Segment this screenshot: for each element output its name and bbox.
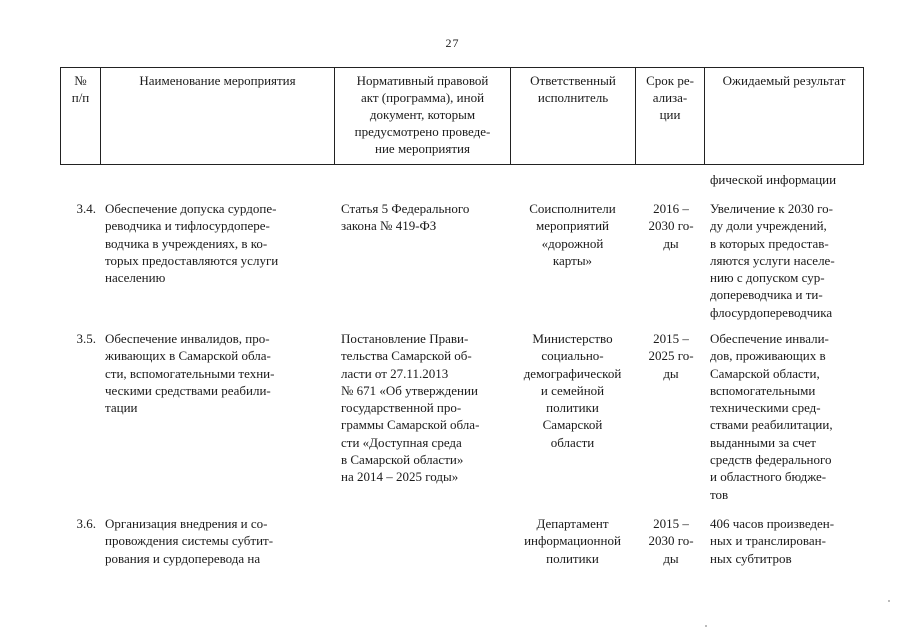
cell-line: сти, вспомогательными техни-: [105, 365, 275, 381]
cell-line: водчика в учреждениях, в ко-: [105, 235, 268, 251]
expected-result: [710, 200, 862, 321]
row-number: 3.4.: [76, 201, 96, 216]
cell-line: реводчика и тифлосурдопере-: [105, 218, 270, 234]
cell-line: Самарской области,: [710, 365, 820, 381]
term: [640, 515, 702, 567]
cell-line: ных субтитров: [710, 550, 792, 566]
cell-line: 2015 –: [653, 516, 689, 531]
cell-line: 2030 го-: [648, 218, 694, 234]
executor: [510, 200, 635, 269]
cell-line: в Самарской области»: [341, 452, 464, 468]
cell-line: 2025 го-: [648, 348, 694, 364]
cell-line: рования и сурдоперевода на: [105, 550, 261, 566]
cell-line: и областного бюдже-: [710, 469, 827, 485]
cell-line: ды: [663, 235, 679, 251]
expected-result: [710, 515, 862, 567]
cell-line: сти «Доступная среда: [341, 434, 462, 450]
cell-line: области: [550, 434, 595, 450]
cell-line: живающих в Самарской обла-: [105, 348, 271, 364]
measure-name: [105, 515, 345, 567]
term: [640, 330, 702, 382]
cell-line: Обеспечение инвали-: [710, 331, 829, 346]
cell-line: ствами реабилитации,: [710, 417, 833, 433]
cell-line: торых предоставляются услуги: [105, 252, 279, 268]
row-number: 3.5.: [76, 331, 96, 346]
cell-line: ды: [663, 365, 679, 381]
scan-speck: [888, 600, 890, 602]
carry-over-text: фической информации: [710, 172, 837, 187]
cell-line: Обеспечение инвалидов, про-: [105, 331, 270, 346]
cell-line: мероприятий: [536, 218, 609, 234]
executor: [510, 330, 635, 451]
cell-line: Статья 5 Федерального: [341, 201, 470, 216]
cell-line: техническими сред-: [710, 400, 821, 416]
cell-line: закона № 419-ФЗ: [341, 218, 437, 234]
cell-line: политики: [546, 550, 599, 566]
cell-line: ды: [663, 550, 679, 566]
measure-name: [105, 330, 345, 416]
cell-line: № 671 «Об утверждении: [341, 382, 478, 398]
cell-line: на 2014 – 2025 годы»: [341, 469, 459, 485]
cell-line: политики: [546, 400, 599, 416]
measure-name: [105, 200, 345, 286]
cell-line: тов: [710, 486, 729, 502]
column-header-executor: Ответственный исполнитель: [511, 68, 636, 165]
cell-line: карты»: [552, 252, 593, 268]
legal-act: [341, 200, 509, 235]
cell-line: ляются услуги населе-: [710, 252, 835, 268]
column-header-legal-act: Нормативный правовой акт (программа), иной документ, которым предусмотрено проведе- ние мероприятия: [335, 68, 511, 165]
cell-line: Министерство: [532, 331, 613, 346]
cell-line: ласти от 27.11.2013: [341, 365, 449, 381]
cell-line: 2030 го-: [648, 533, 694, 549]
column-header-number: № п/п: [61, 68, 101, 165]
cell-line: допереводчика и ти-: [710, 287, 823, 303]
cell-line: информационной: [524, 533, 621, 549]
cell-line: ных и транслирован-: [710, 533, 826, 549]
cell-line: государственной про-: [341, 400, 462, 416]
cell-line: социально-: [541, 348, 604, 364]
cell-line: Постановление Прави-: [341, 331, 469, 346]
term: [640, 200, 702, 252]
cell-line: Увеличение к 2030 го-: [710, 201, 833, 216]
column-header-term: Срок ре- ализа- ции: [636, 68, 705, 165]
cell-line: нию с допуском сур-: [710, 270, 825, 286]
cell-line: тации: [105, 400, 138, 416]
cell-line: провождения системы субтит-: [105, 533, 274, 549]
cell-line: Соисполнители: [529, 201, 616, 216]
cell-line: 2016 –: [653, 201, 689, 216]
cell-line: 406 часов произведен-: [710, 516, 835, 531]
cell-line: дов, проживающих в: [710, 348, 826, 364]
cell-line: демографической: [523, 365, 622, 381]
scan-speck: [705, 625, 707, 627]
cell-line: Обеспечение допуска сурдопе-: [105, 201, 277, 216]
column-header-name: Наименование мероприятия: [101, 68, 335, 165]
cell-line: Самарской: [542, 417, 603, 433]
legal-act: [341, 330, 509, 486]
cell-line: средств федерального: [710, 452, 832, 468]
cell-line: ду доли учреждений,: [710, 218, 827, 234]
cell-line: и семейной: [540, 382, 605, 398]
cell-line: граммы Самарской обла-: [341, 417, 480, 433]
cell-line: тельства Самарской об-: [341, 348, 472, 364]
cell-line: ческими средствами реабили-: [105, 382, 271, 398]
expected-result: [710, 330, 862, 503]
executor: [510, 515, 635, 567]
cell-line: флосурдопереводчика: [710, 304, 833, 320]
cell-line: вспомогательными: [710, 382, 816, 398]
row-number: 3.6.: [76, 516, 96, 531]
table-header: [60, 67, 864, 165]
cell-line: Организация внедрения и со-: [105, 516, 268, 531]
cell-line: «дорожной: [541, 235, 604, 251]
column-header-result: Ожидаемый результат: [705, 68, 864, 165]
cell-line: населению: [105, 270, 166, 286]
cell-line: выданными за счет: [710, 434, 816, 450]
cell-line: Департамент: [536, 516, 609, 531]
cell-line: в которых предостав-: [710, 235, 829, 251]
cell-line: 2015 –: [653, 331, 689, 346]
page-number: 27: [445, 36, 460, 50]
